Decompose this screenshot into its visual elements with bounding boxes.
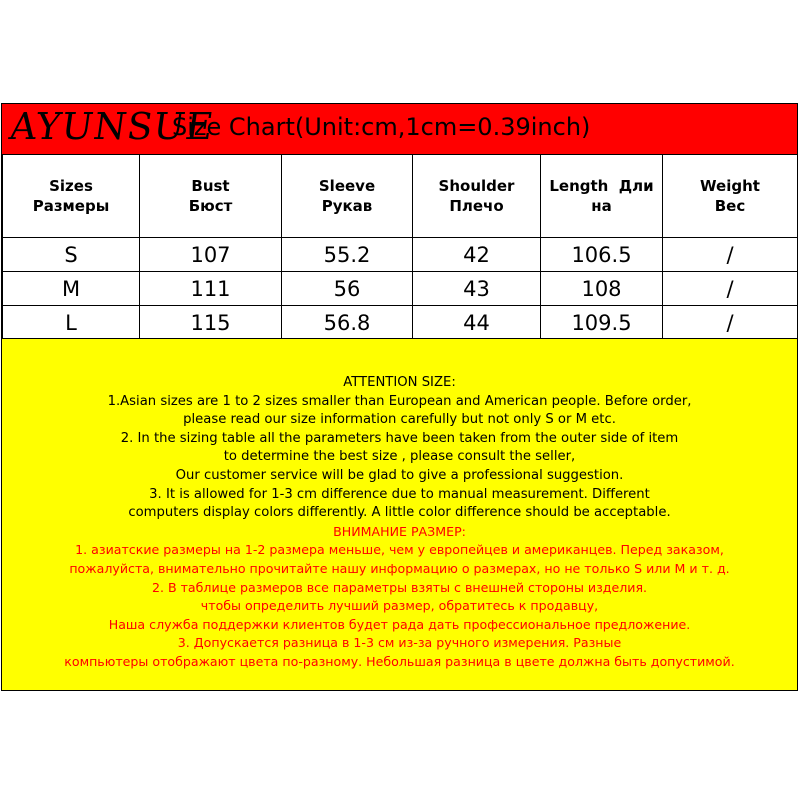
cell-length: 109.5 — [541, 306, 663, 340]
notice-ru-line: 1. азиатские размеры на 1-2 размера меньше, чем у европейцев и американцев. Перед заказом, — [75, 542, 724, 558]
cell-sleeve: 56.8 — [282, 306, 413, 340]
size-chart — [1, 103, 798, 691]
size-table — [2, 154, 798, 340]
cell-shoulder: 42 — [413, 238, 541, 272]
cell-length: 108 — [541, 272, 663, 306]
table-row — [3, 272, 798, 306]
header-shoulder: Shoulder Плечо — [413, 155, 541, 238]
title-bar — [2, 104, 797, 154]
header-bust: Bust Бюст — [140, 155, 282, 238]
notice-en-line: to determine the best size , please consult the seller, — [223, 449, 576, 465]
table-header-row — [3, 155, 798, 238]
cell-bust: 107 — [140, 238, 282, 272]
header-weight: Weight Вес — [663, 155, 798, 238]
header-length: Length Дли на — [541, 155, 663, 238]
notice-ru-heading: ВНИМАНИЕ РАЗМЕР: — [333, 523, 466, 539]
notice-ru-line: 2. В таблице размеров все параметры взяты с внешней стороны изделия. — [151, 579, 648, 595]
notice-english — [2, 339, 797, 523]
notice-ru-line: компьютеры отображают цвета по-разному. Небольшая разница в цвете должна быть допустимой. — [64, 653, 735, 669]
notice-ru-line: пожалуйста, внимательно прочитайте нашу информацию о размерах, но не только S или M и т. д. — [69, 560, 730, 576]
cell-shoulder: 44 — [413, 306, 541, 340]
notice-ru-line: чтобы определить лучший размер, обратитесь к продавцу, — [200, 598, 599, 614]
cell-bust: 115 — [140, 306, 282, 340]
cell-size: S — [3, 238, 140, 272]
header-sizes: Sizes Размеры — [3, 155, 140, 238]
cell-weight: / — [663, 306, 798, 340]
cell-length: 106.5 — [541, 238, 663, 272]
notice-ru-line: Наша служба поддержки клиентов будет рада дать профессиональное предложение. — [108, 616, 691, 632]
brand-logo: AYUNSUE — [6, 105, 217, 148]
cell-size: L — [3, 306, 140, 340]
table-row — [3, 238, 798, 272]
attention-notice — [2, 338, 797, 690]
cell-size: M — [3, 272, 140, 306]
cell-bust: 111 — [140, 272, 282, 306]
cell-weight: / — [663, 272, 798, 306]
notice-en-heading: ATTENTION SIZE: — [343, 375, 456, 390]
notice-en-line: 2. In the sizing table all the parameters have been taken from the outer side of item — [120, 430, 679, 446]
cell-sleeve: 56 — [282, 272, 413, 306]
cell-sleeve: 55.2 — [282, 238, 413, 272]
notice-en-line: 3. It is allowed for 1-3 cm difference due to manual measurement. Different — [149, 486, 650, 502]
table-row — [3, 306, 798, 340]
notice-russian — [2, 523, 797, 672]
cell-weight: / — [663, 238, 798, 272]
chart-title: Size Chart(Unit:cm,1cm=0.39inch) — [172, 113, 591, 141]
cell-shoulder: 43 — [413, 272, 541, 306]
header-sleeve: Sleeve Рукав — [282, 155, 413, 238]
notice-en-line: computers display colors differently. A little color difference should be acceptable. — [128, 505, 671, 521]
notice-ru-line: 3. Допускается разница в 1-3 см из-за ручного измерения. Разные — [177, 635, 622, 651]
notice-en-line: please read our size information carefully but not only S or M etc. — [183, 412, 616, 428]
notice-en-line: Our customer service will be glad to give a professional suggestion. — [175, 467, 624, 483]
notice-en-line: 1.Asian sizes are 1 to 2 sizes smaller than European and American people. Before order, — [107, 393, 692, 409]
